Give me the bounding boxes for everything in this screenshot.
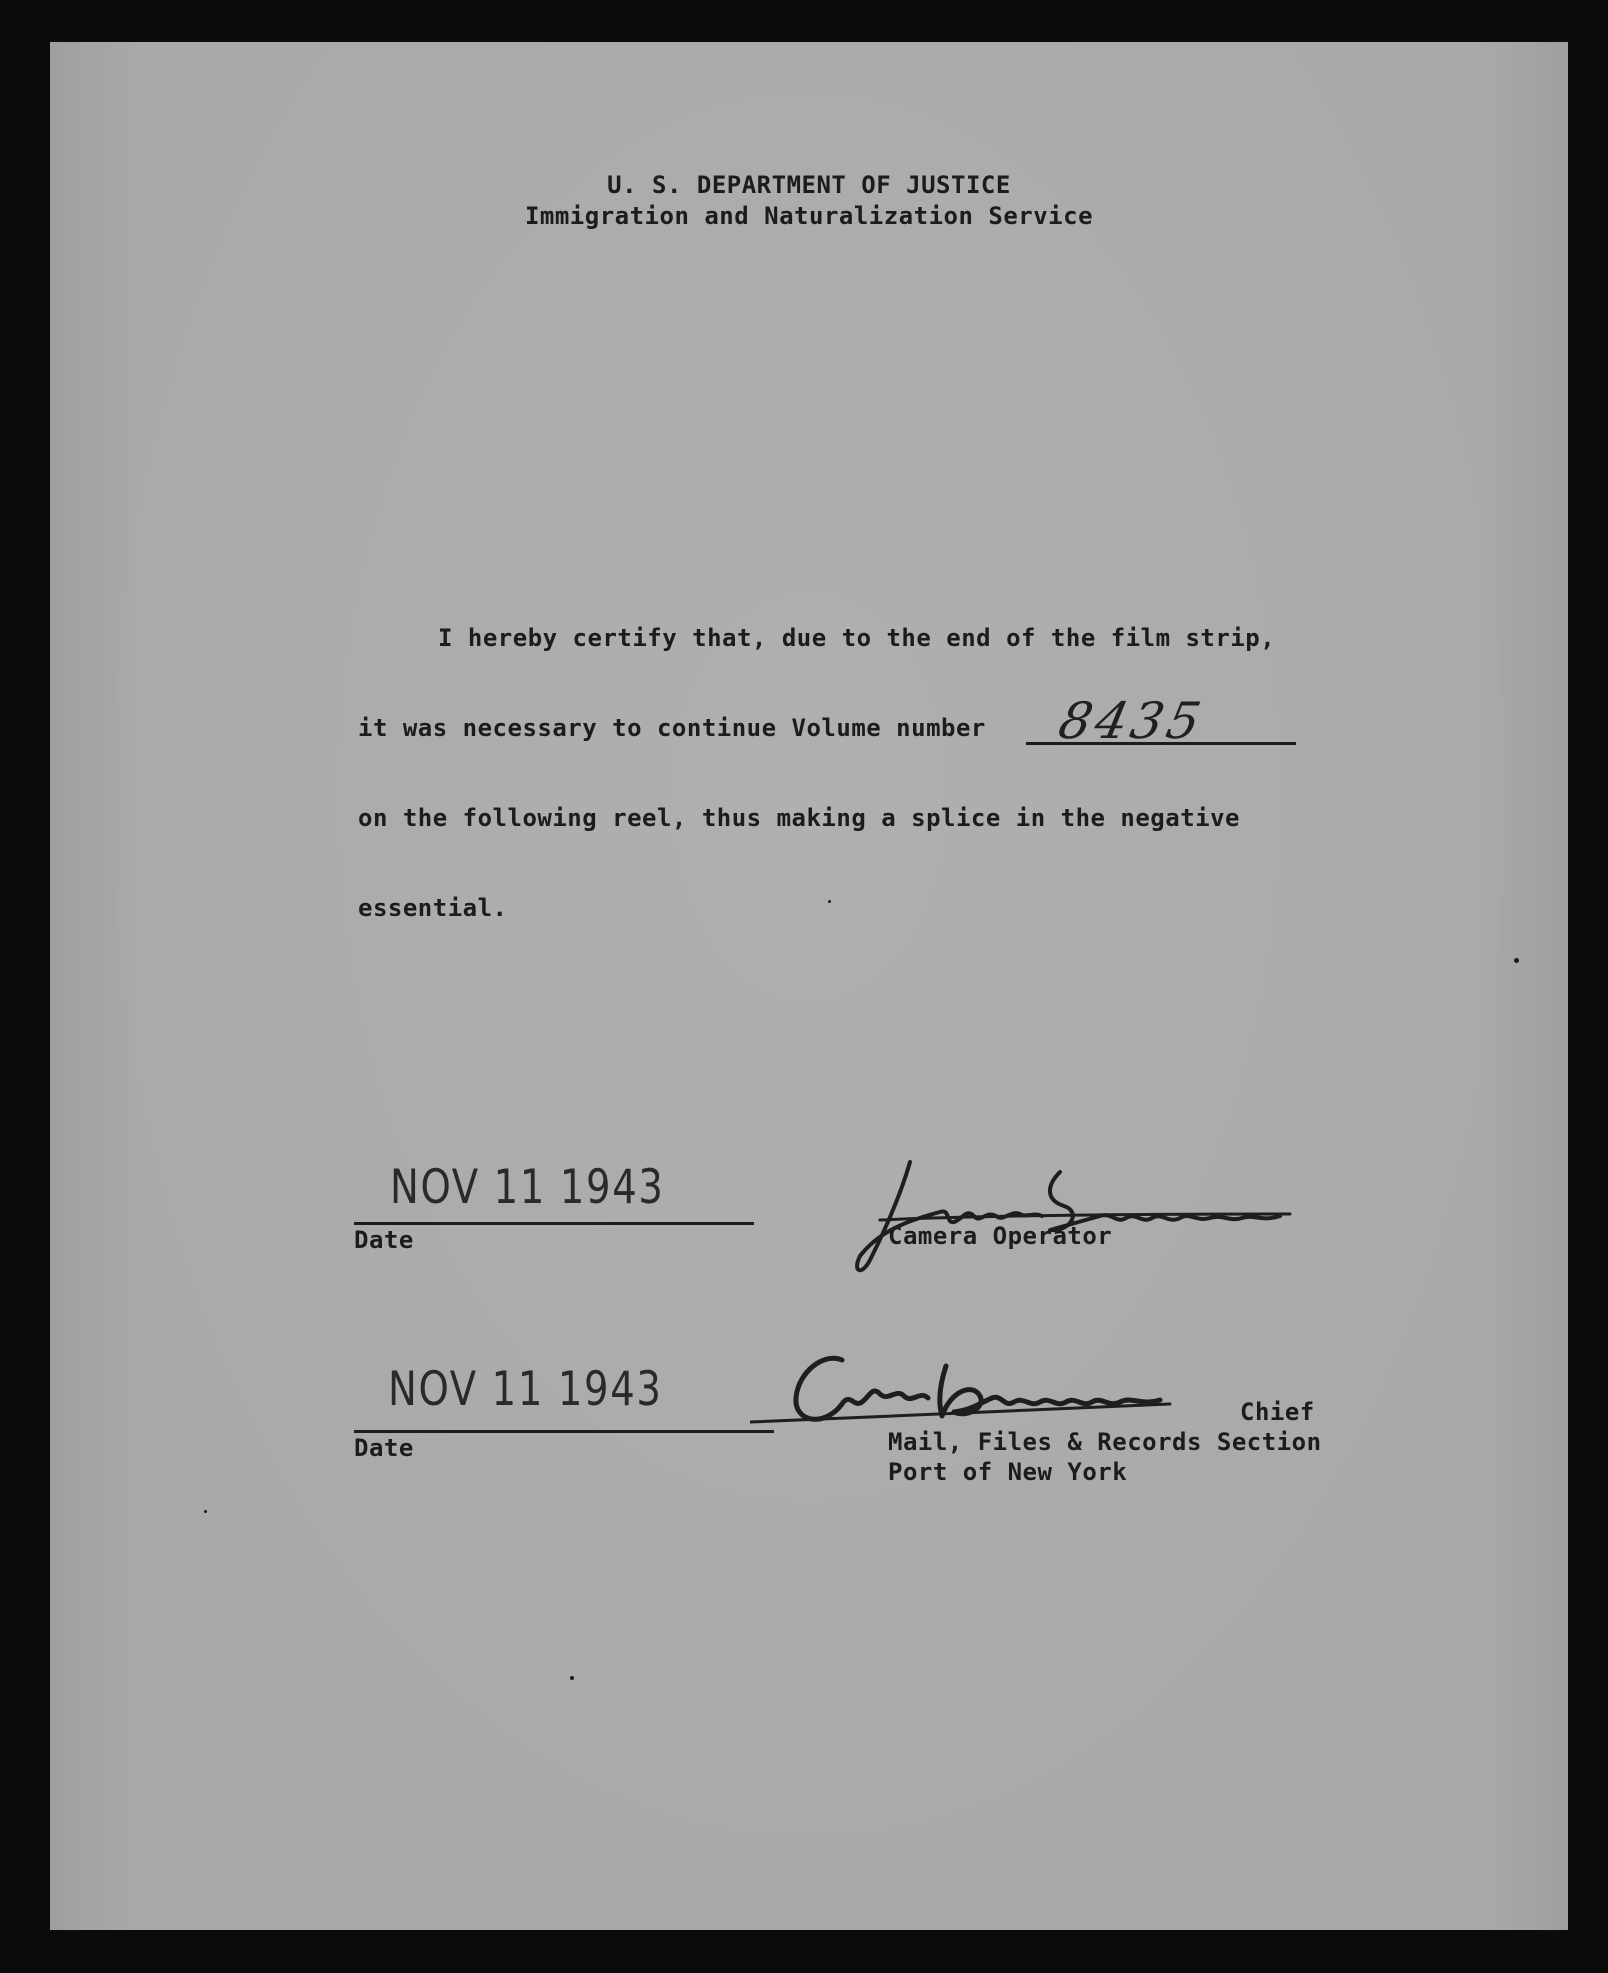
volume-number: 8435	[1053, 692, 1210, 750]
camera-operator-label: Camera Operator	[888, 1222, 1113, 1250]
date-label-1: Date	[354, 1226, 414, 1254]
document-header	[50, 170, 1568, 232]
date-line-2	[354, 1430, 774, 1433]
document-page	[50, 42, 1568, 1930]
chief-section: Mail, Files & Records Section	[888, 1428, 1322, 1456]
header-service: Immigration and Naturalization Service	[524, 202, 1094, 230]
date-line-1	[354, 1222, 754, 1225]
date-stamp-2: NOV 11 1943	[388, 1362, 663, 1417]
certificate-line-4: essential.	[358, 894, 508, 922]
scan-speck	[1514, 958, 1519, 963]
date-stamp-1: NOV 11 1943	[390, 1160, 665, 1215]
certificate-line-1: I hereby certify that, due to the end of the film strip,	[438, 624, 1276, 652]
scan-speck	[570, 1676, 574, 1680]
chief-port: Port of New York	[888, 1458, 1128, 1486]
date-label-2: Date	[354, 1434, 414, 1462]
header-agency: U. S. DEPARTMENT OF JUSTICE	[607, 171, 1011, 199]
certificate-line-3: on the following reel, thus making a splice in the negative	[358, 804, 1241, 832]
scan-speck	[828, 900, 831, 903]
chief-title: Chief	[1240, 1398, 1315, 1426]
camera-operator-signature	[850, 1150, 1310, 1280]
certificate-line-2: it was necessary to continue Volume number	[358, 714, 986, 742]
scan-speck	[204, 1510, 207, 1513]
